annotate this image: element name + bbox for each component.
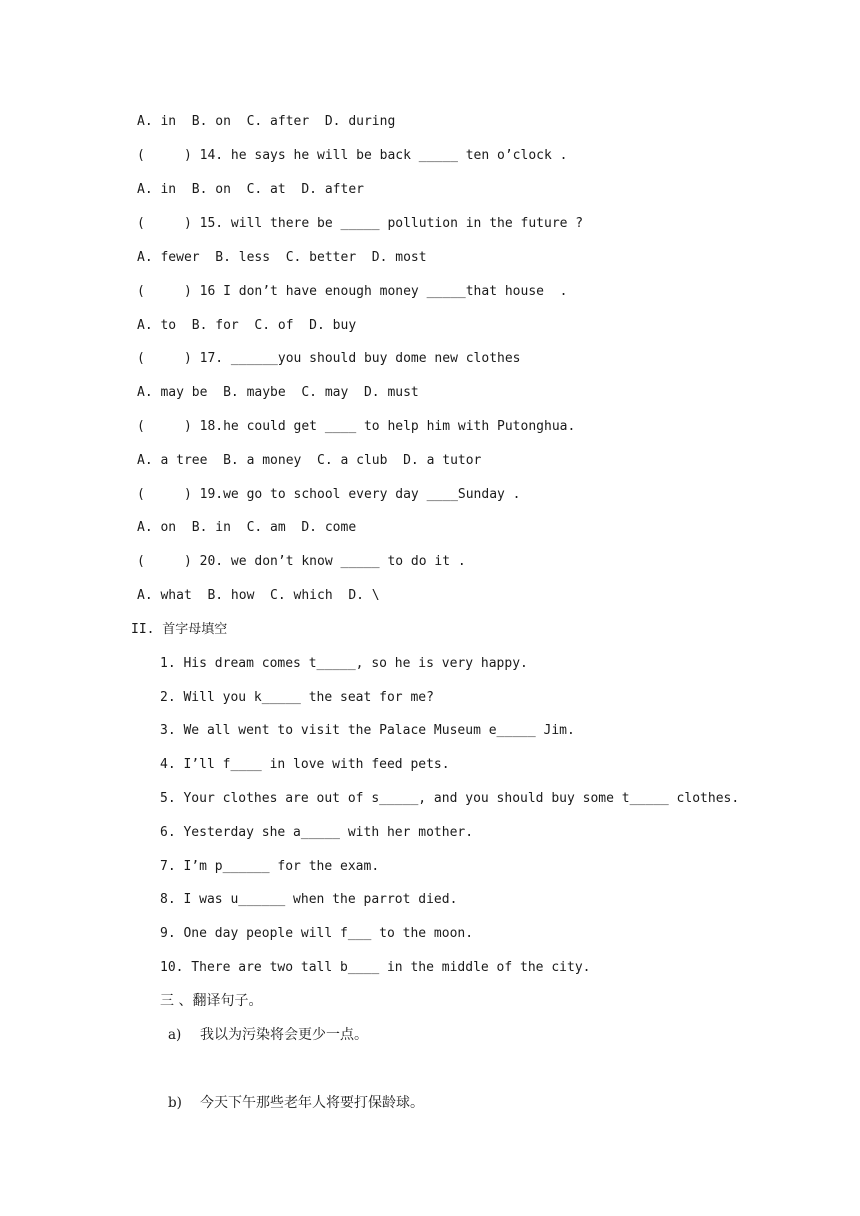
section3-item-text: 今天下午那些老年人将要打保龄球。 [200, 1095, 424, 1111]
q14-question: ( ) 14. he says he will be back _____ ten o’clock . [137, 148, 568, 163]
q20-question: ( ) 20. we don’t know _____ to do it . [137, 554, 466, 569]
section2-item: 3. We all went to visit the Palace Museum e_____ Jim. [160, 723, 575, 738]
q16-options: A. to B. for C. of D. buy [137, 318, 357, 333]
section2-item: 10. There are two tall b____ in the middle of the city. [160, 960, 591, 975]
section3-item-label: b) [168, 1095, 182, 1111]
section2-item: 4. I’ll f____ in love with feed pets. [160, 757, 450, 772]
section3-item-text: 我以为污染将会更少一点。 [200, 1027, 368, 1043]
section2-item: 1. His dream comes t_____, so he is very happy. [160, 656, 528, 671]
q15-question: ( ) 15. will there be _____ pollution in the future ? [137, 216, 584, 231]
q17-options: A. may be B. maybe C. may D. must [137, 385, 419, 400]
section2-item: 2. Will you k_____ the seat for me? [160, 690, 434, 705]
q17-question: ( ) 17. ______you should buy dome new clothes [137, 351, 521, 366]
section3-heading: 三 、翻译句子。 [160, 993, 263, 1009]
q19-question: ( ) 19.we go to school every day ____Sunday . [137, 487, 521, 502]
q15-options: A. fewer B. less C. better D. most [137, 250, 427, 265]
q20-options: A. what B. how C. which D. \ [137, 588, 380, 603]
q16-question: ( ) 16 I don’t have enough money _____that house . [137, 284, 568, 299]
q13-options: A. in B. on C. after D. during [137, 114, 396, 129]
q19-options: A. on B. in C. am D. come [137, 520, 357, 535]
section2-item: 7. I’m p______ for the exam. [160, 859, 380, 874]
section2-heading: II. 首字母填空 [131, 622, 228, 637]
q18-options: A. a tree B. a money C. a club D. a tutor [137, 453, 482, 468]
section2-item: 5. Your clothes are out of s_____, and you should buy some t_____ clothes. [160, 791, 740, 806]
q14-options: A. in B. on C. at D. after [137, 182, 364, 197]
section2-item: 6. Yesterday she a_____ with her mother. [160, 825, 474, 840]
section2-item: 9. One day people will f___ to the moon. [160, 926, 474, 941]
section2-item: 8. I was u______ when the parrot died. [160, 892, 458, 907]
q18-question: ( ) 18.he could get ____ to help him with Putonghua. [137, 419, 576, 434]
section3-item-label: a) [168, 1027, 182, 1043]
